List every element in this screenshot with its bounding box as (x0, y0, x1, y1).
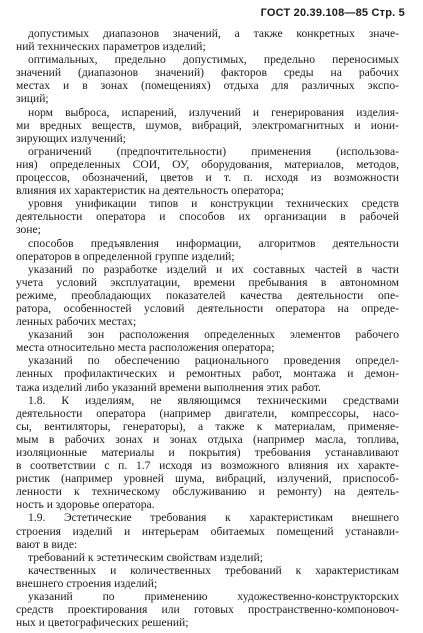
text-line: качественных и количественных требований к характеристикам (28, 563, 399, 577)
text-line: ограничений (предпочтительности) применения (использова- (28, 144, 399, 158)
page-header (261, 7, 405, 19)
text-line: требований к эстетическим свойствам изделий; (28, 550, 263, 564)
text-line: в соответствии с п. 1.7 исходя из возможного влияния их характе- (16, 459, 399, 473)
text-line: средств проектирования или готовых пространственно-компоновоч- (16, 603, 399, 617)
text-line: учета условий эксплуатации, времени пребывания в автономном (16, 275, 399, 289)
text-line: местах и в зонах (помещениях) отдыха для различных экспо- (16, 79, 399, 93)
text-line: ленности к техническому обслуживанию и ремонту) на деятель- (16, 485, 399, 499)
text-line: ратора, особенностей условий деятельности оператора на опреде- (16, 301, 399, 315)
text-line: сы, вентиляторы, генераторы), а также к материалам, применяе- (16, 419, 399, 433)
text-line: норм выброса, испарений, излучений и генерирования изделия- (28, 105, 399, 119)
text-line: внешнего строения изделий; (16, 576, 158, 590)
text-line: 1.9. Эстетические требования к характеристикам внешнего (28, 511, 399, 525)
text-line: деятельности оператора и способов их организации в рабочей (16, 210, 399, 224)
text-line: значений (диапазонов значений) факторов среды на рабочих (16, 66, 399, 80)
text-line: влияния их характеристик на деятельность оператора; (16, 184, 284, 198)
text-line: операторов в определенной группе изделий; (16, 249, 235, 263)
text-line: зиций; (16, 92, 49, 106)
text-line: строения изделий и интерьерам обитаемых помещений устанавли- (16, 524, 399, 538)
text-line: указаний по разработке изделий и их составных частей в части (28, 262, 399, 276)
text-line: ленных рабочих местах; (16, 315, 137, 329)
text-line: ность и здоровье оператора. (16, 498, 155, 512)
text-line: режиме, преобладающих показателей качества деятельности опе- (16, 288, 399, 302)
page-number: Стр. 5 (371, 7, 405, 19)
text-line: зирующих излучений; (16, 131, 126, 145)
text-line: уровня унификации типов и конструкции технических средств (28, 197, 399, 211)
standard-number: ГОСТ 20.39.108—85 (260, 7, 369, 19)
text-line: тажа изделий либо указаний времени выполнения этих работ. (16, 380, 321, 394)
text-line: ных и цветографических решений; (16, 616, 189, 630)
text-line: ния) определенных СОИ, ОУ, оборудования, материалов, методов, (16, 157, 399, 171)
text-line: ний технических параметров изделий; (16, 40, 206, 54)
text-line: процессов, обозначений, цветов и т. п. исходя из возможности (16, 171, 399, 185)
text-line: ристик (например уровней шума, вибраций, излучений, приспособ- (16, 472, 399, 486)
text-line: мым в рабочих зонах и зонах отдыха (например масла, топлива, (16, 432, 399, 446)
text-line: оптимальных, предельно допустимых, предельно переносимых (28, 53, 399, 67)
text-line: ми вредных веществ, шумов, вибраций, электромагнитных и иони- (16, 118, 399, 132)
text-line: ленных профилактических и ремонтных работ, монтажа и демон- (16, 367, 399, 381)
text-line: способов предъявления информации, алгоритмов деятельности (28, 236, 399, 250)
text-line: допустимых диапазонов значений, а также конкретных значе- (28, 27, 399, 40)
text-line: указаний по обеспечению рационального проведения определ- (28, 354, 399, 368)
text-line: зоне; (16, 223, 41, 237)
text-line: изоляционные материалы и покрытия) требования устанавливают (16, 446, 399, 459)
text-line: указаний зон расположения определенных элементов рабочего (28, 328, 399, 342)
text-line: указаний по применению художественно-конструкторских (28, 590, 399, 604)
text-line: 1.8. К изделиям, не являющимся техническими средствами (28, 393, 399, 407)
text-line: деятельности оператора (например двигатели, компрессоры, насо- (16, 406, 399, 420)
text-line: места относительно места расположения оператора; (16, 341, 275, 355)
text-line: вают в виде: (16, 537, 78, 551)
body-text (16, 27, 399, 629)
